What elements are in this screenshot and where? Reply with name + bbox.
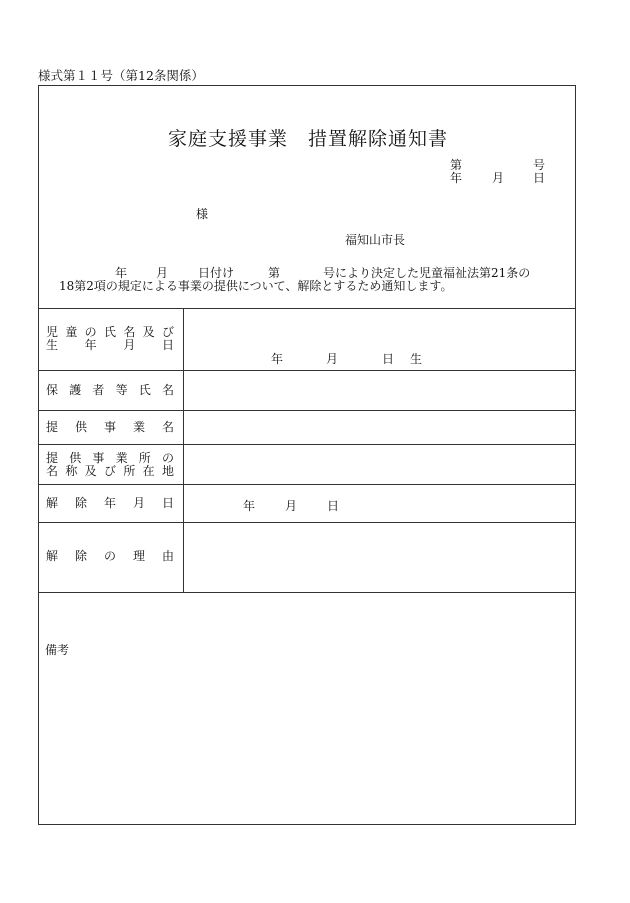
release-year-unit: 年 [243,499,256,513]
label-char: 理 [132,549,145,563]
label-char: び [103,464,116,478]
label-char: 名 [161,383,174,397]
table-bottom-border [39,592,575,593]
ref-number-suffix: 号 [533,158,546,172]
document-title: 家庭支援事業 措置解除通知書 [167,128,448,150]
remarks-label: 備考 [45,643,70,657]
body-date-year: 年 [115,266,128,280]
guardian-name-label [46,384,174,397]
label-char: 月 [132,496,145,510]
label-char: 所 [138,451,151,465]
label-char: 由 [161,549,174,563]
addressee-suffix: 様 [196,207,209,221]
label-char: の [103,549,116,563]
release-month-unit: 月 [285,499,298,513]
label-char: 月 [123,338,136,352]
row-divider [39,370,575,371]
label-char: 及 [142,325,155,339]
label-char: 解 [46,549,59,563]
label-char: 提 [46,451,59,465]
service-name-label [46,421,174,434]
label-char: 除 [74,496,87,510]
label-char: 提 [46,420,59,434]
label-char: び [161,325,174,339]
label-char: 生 [46,338,59,352]
row-divider [39,410,575,411]
label-char: 氏 [138,383,151,397]
label-char: の [84,325,97,339]
notice-frame [38,85,576,825]
ref-number-prefix: 第 [450,158,463,172]
issuer-name: 福知山市長 [345,233,406,247]
label-char: 名 [46,464,59,478]
label-char: 児 [46,325,59,339]
label-char: 童 [65,325,78,339]
release-date-label [46,497,174,510]
label-char: 年 [103,496,116,510]
label-char: 等 [115,383,128,397]
label-char: 事 [103,420,116,434]
label-char: 業 [132,420,145,434]
birth-month-unit: 月 [326,352,339,366]
ref-date-year: 年 [450,171,463,185]
label-char: 業 [115,451,128,465]
provider-office-label [46,452,174,478]
body-line1-rest: 号により決定した児童福祉法第21条の [323,266,531,280]
birth-year-unit: 年 [271,352,284,366]
label-char: 供 [69,451,82,465]
label-char: 及 [84,464,97,478]
label-char: 日 [161,338,174,352]
label-char: 所 [123,464,136,478]
ref-date-month: 月 [492,171,505,185]
label-char: 事 [92,451,105,465]
birth-day-unit: 日 [382,352,395,366]
label-char: 称 [65,464,78,478]
row-divider [39,522,575,523]
label-char: 護 [69,383,82,397]
body-line2: 18第2項の規定による事業の提供について、解除とするため通知します。 [59,279,453,293]
release-day-unit: 日 [327,499,340,513]
label-char: 名 [161,420,174,434]
body-number-prefix: 第 [268,266,281,280]
row-divider [39,444,575,445]
label-char: 供 [74,420,87,434]
label-char: 氏 [103,325,116,339]
label-char: 在 [142,464,155,478]
label-char: 除 [74,549,87,563]
label-char: 保 [46,383,59,397]
body-date-day: 日付け [198,266,235,280]
label-char: 解 [46,496,59,510]
body-date-month: 月 [156,266,169,280]
row-divider [39,484,575,485]
label-char: 日 [161,496,174,510]
label-char: の [161,451,174,465]
label-char: 名 [123,325,136,339]
release-reason-label [46,550,174,563]
column-divider [183,308,184,592]
label-char: 地 [161,464,174,478]
birth-suffix: 生 [410,352,423,366]
form-number: 様式第１１号（第12条関係） [38,68,204,83]
ref-date-day: 日 [533,171,546,185]
label-char: 者 [92,383,105,397]
child-name-label [46,326,174,352]
label-char: 年 [84,338,97,352]
table-top-border [39,308,575,309]
